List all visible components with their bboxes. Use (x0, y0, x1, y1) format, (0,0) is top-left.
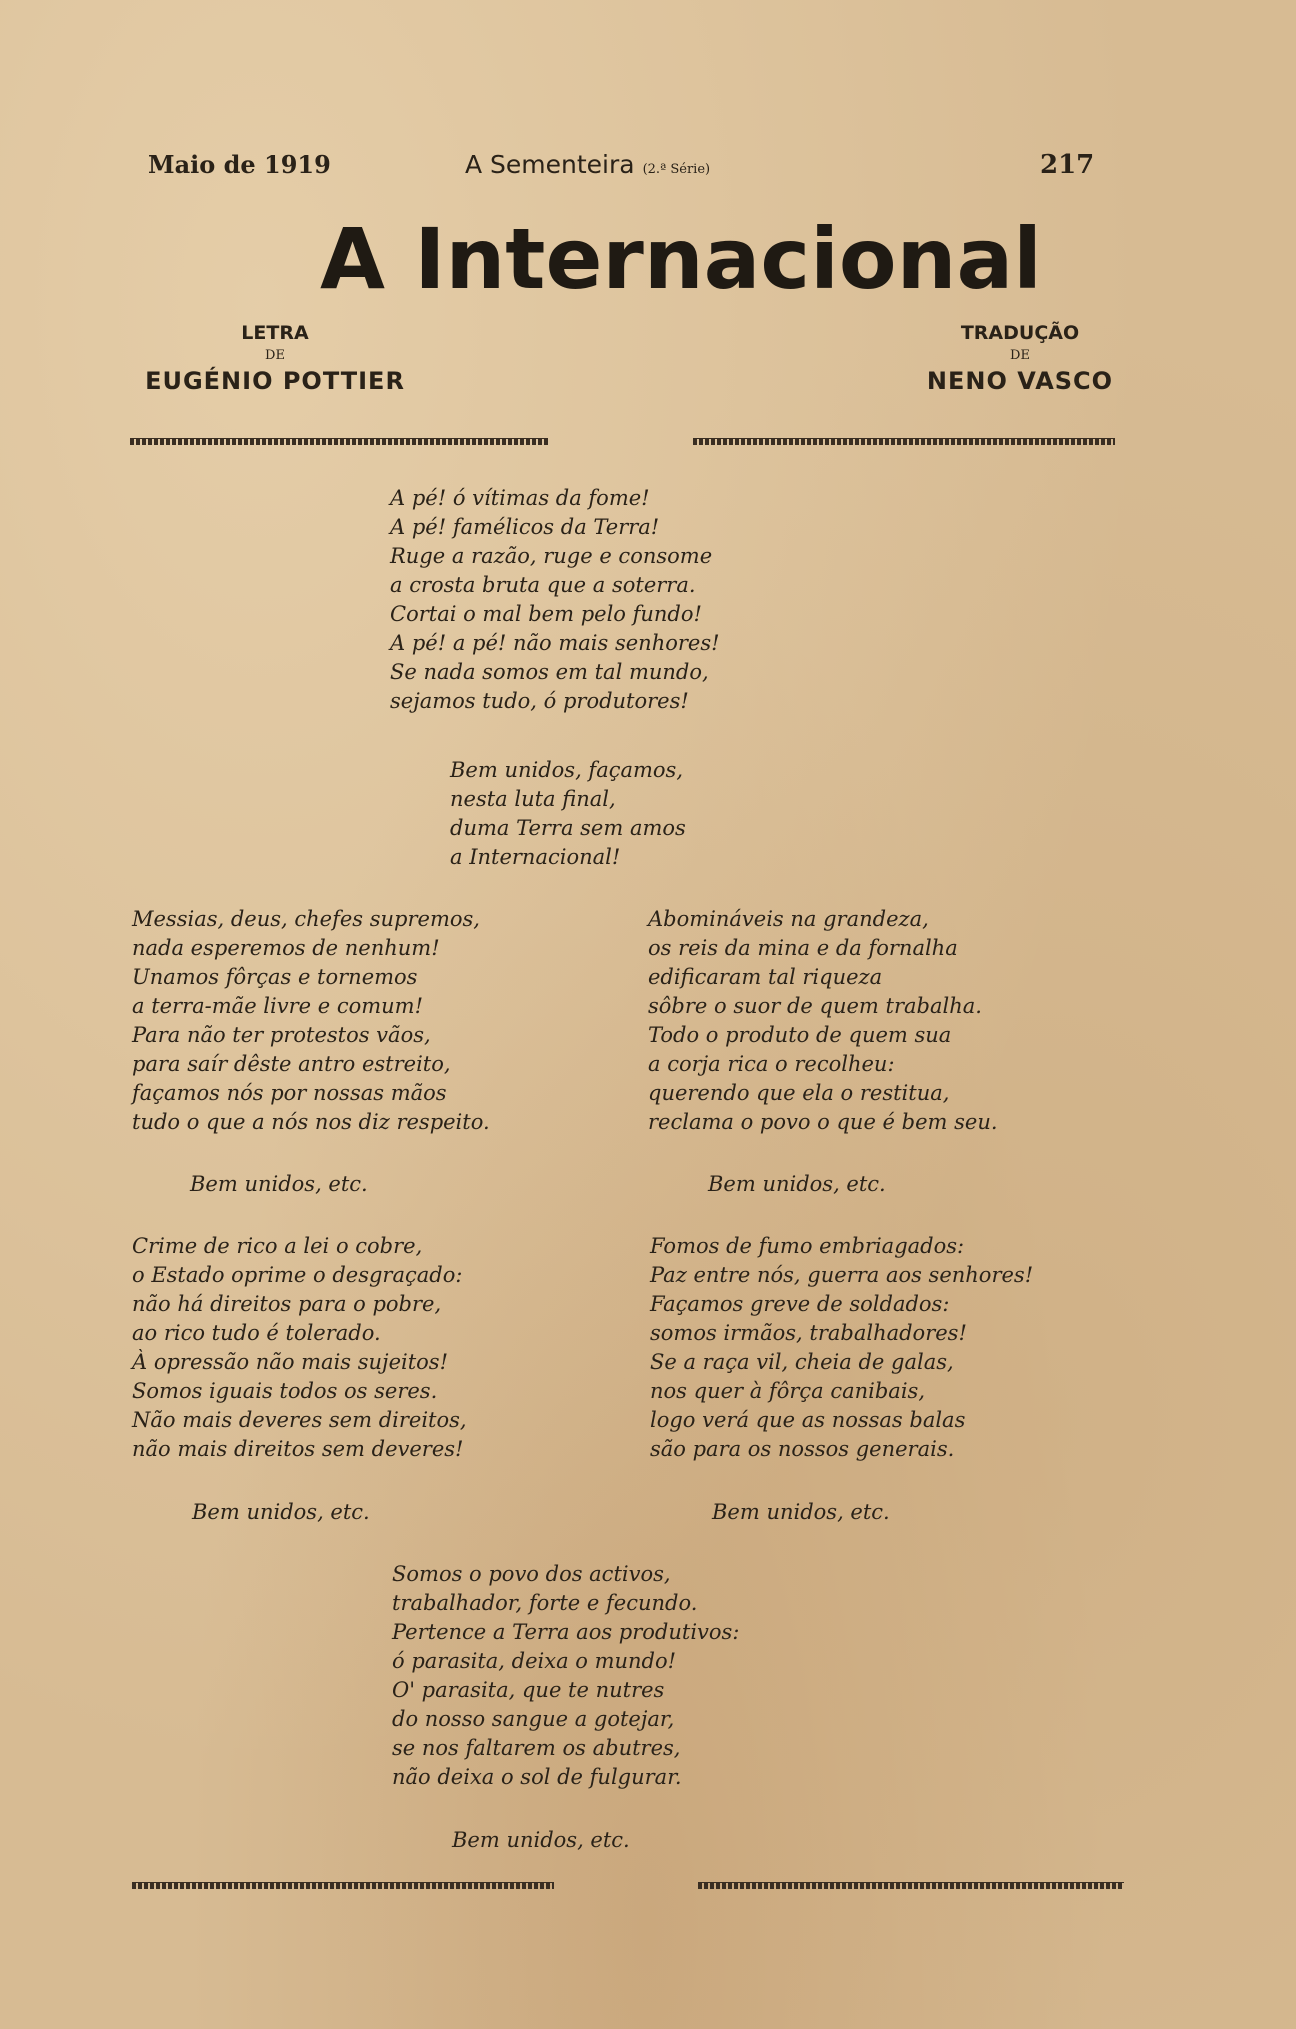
verse-line: não há direitos para o pobre, (132, 1292, 442, 1316)
verse-line: nos quer à fôrça canibais, (650, 1379, 925, 1403)
verse-line: ao rico tudo é tolerado. (132, 1321, 381, 1345)
verse-line: Não mais deveres sem direitos, (132, 1408, 467, 1432)
verse-line: Para não ter protestos vãos, (132, 1023, 431, 1047)
verse-line: À opressão não mais sujeitos! (132, 1350, 449, 1374)
verse-line: nesta luta final, (450, 787, 616, 811)
translation-credit (905, 322, 1135, 395)
verse-line: Pertence a Terra aos produtivos: (392, 1620, 740, 1644)
top-rule-left (130, 438, 548, 445)
journal-name (465, 150, 710, 179)
top-rule-right (693, 438, 1115, 445)
verse-line: querendo que ela o restitua, (648, 1081, 950, 1105)
verse-line: Façamos greve de soldados: (650, 1292, 950, 1316)
refrain-reference: Bem unidos, etc. (708, 1172, 886, 1196)
verse-line: ó parasita, deixa o mundo! (392, 1649, 677, 1673)
refrain-reference: Bem unidos, etc. (192, 1500, 370, 1524)
refrain (450, 756, 686, 872)
stanza-6 (392, 1560, 739, 1792)
stanza-3 (648, 905, 998, 1137)
refrain-reference: Bem unidos, etc. (452, 1828, 630, 1852)
verse-line: edificaram tal riqueza (648, 965, 883, 989)
verse-line: Unamos fôrças e tornemos (132, 965, 418, 989)
verse-line: Fomos de fumo embriagados: (650, 1234, 965, 1258)
verse-line: Abomináveis na grandeza, (648, 907, 929, 931)
refrain-reference: Bem unidos, etc. (190, 1172, 368, 1196)
translation-de: DE (1010, 348, 1030, 363)
journal-series: (2.ª Série) (642, 162, 711, 177)
verse-line: duma Terra sem amos (450, 816, 686, 840)
verse-line: sejamos tudo, ó produtores! (390, 689, 689, 713)
stanza-1 (390, 484, 720, 716)
lyrics-author: EUGÉNIO POTTIER (145, 367, 405, 395)
verse-line: somos irmãos, trabalhadores! (650, 1321, 967, 1345)
verse-line: A pé! ó vítimas da fome! (390, 486, 650, 510)
verse-line: Cortai o mal bem pelo fundo! (390, 602, 702, 626)
page-title: A Internacional (320, 210, 1042, 308)
verse-line: Todo o produto de quem sua (648, 1023, 952, 1047)
verse-line: Ruge a razão, ruge e consome (390, 544, 713, 568)
verse-line: não deixa o sol de fulgurar. (392, 1765, 682, 1789)
page-number: 217 (1040, 150, 1095, 180)
verse-line: para saír dêste antro estreito, (132, 1052, 451, 1076)
lyrics-label: LETRA (241, 322, 309, 344)
stanza-2 (132, 905, 490, 1137)
verse-line: sôbre o suor de quem trabalha. (648, 994, 982, 1018)
verse-line: a corja rica o recolheu: (648, 1052, 895, 1076)
verse-line: Se nada somos em tal mundo, (390, 660, 709, 684)
verse-line: o Estado oprime o desgraçado: (132, 1263, 463, 1287)
translation-label: TRADUÇÃO (960, 322, 1080, 344)
verse-line: a crosta bruta que a soterra. (390, 573, 696, 597)
verse-line: nada esperemos de nenhum! (132, 936, 440, 960)
verse-line: tudo o que a nós nos diz respeito. (132, 1110, 490, 1134)
lyrics-de: DE (265, 348, 285, 363)
verse-line: Crime de rico a lei o cobre, (132, 1234, 423, 1258)
verse-line: se nos faltarem os abutres, (392, 1736, 681, 1760)
refrain-reference: Bem unidos, etc. (712, 1500, 890, 1524)
verse-line: são para os nossos generais. (650, 1437, 955, 1461)
verse-line: O' parasita, que te nutres (392, 1678, 665, 1702)
verse-line: do nosso sangue a gotejar, (392, 1707, 675, 1731)
verse-line: Somos iguais todos os seres. (132, 1379, 438, 1403)
verse-line: logo verá que as nossas balas (650, 1408, 966, 1432)
journal-title: A Sementeira (465, 150, 635, 179)
stanza-4 (132, 1232, 467, 1464)
verse-line: Paz entre nós, guerra aos senhores! (650, 1263, 1034, 1287)
verse-line: reclama o povo o que é bem seu. (648, 1110, 998, 1134)
verse-line: A pé! a pé! não mais senhores! (390, 631, 720, 655)
bottom-rule-left (132, 1882, 554, 1889)
verse-line: Bem unidos, façamos, (450, 758, 684, 782)
verse-line: A pé! famélicos da Terra! (390, 515, 660, 539)
issue-date: Maio de 1919 (148, 150, 331, 179)
bottom-rule-right (698, 1882, 1124, 1889)
lyrics-credit (125, 322, 425, 395)
verse-line: a Internacional! (450, 845, 621, 869)
verse-line: Somos o povo dos activos, (392, 1562, 671, 1586)
verse-line: Se a raça vil, cheia de galas, (650, 1350, 954, 1374)
verse-line: os reis da mina e da fornalha (648, 936, 958, 960)
verse-line: Messias, deus, chefes supremos, (132, 907, 480, 931)
verse-line: a terra-mãe livre e comum! (132, 994, 424, 1018)
translator-name: NENO VASCO (926, 367, 1114, 395)
verse-line: não mais direitos sem deveres! (132, 1437, 464, 1461)
verse-line: trabalhador, forte e fecundo. (392, 1591, 698, 1615)
verse-line: façamos nós por nossas mãos (132, 1081, 447, 1105)
stanza-5 (650, 1232, 1033, 1464)
